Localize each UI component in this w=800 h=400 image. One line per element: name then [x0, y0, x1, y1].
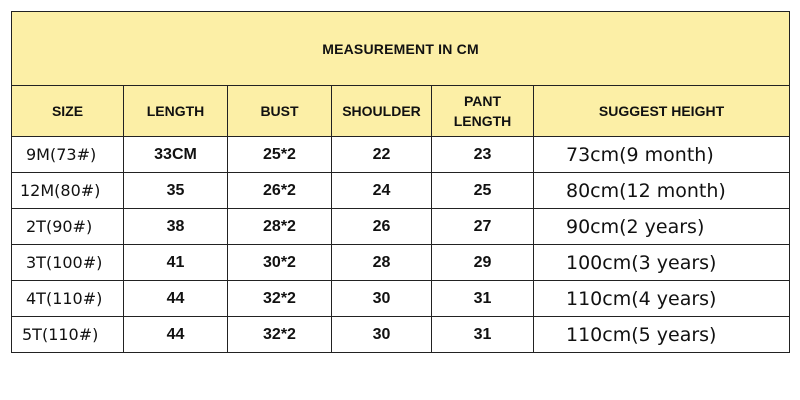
size-chart — [11, 11, 789, 353]
header-suggest-height: SUGGEST HEIGHT — [534, 86, 790, 137]
bust-cell: 32*2 — [228, 317, 332, 353]
title-row — [12, 12, 790, 86]
bust-cell: 30*2 — [228, 245, 332, 281]
pant-length-cell: 31 — [432, 317, 534, 353]
shoulder-cell: 26 — [332, 209, 432, 245]
header-row — [12, 86, 790, 137]
size-cell: 12M(80#) — [12, 173, 124, 209]
length-cell: 38 — [124, 209, 228, 245]
table-row — [12, 173, 790, 209]
size-cell: 3T(100#) — [12, 245, 124, 281]
header-pant-length: PANT LENGTH — [432, 86, 534, 137]
shoulder-cell: 30 — [332, 317, 432, 353]
pant-length-cell: 29 — [432, 245, 534, 281]
shoulder-cell: 24 — [332, 173, 432, 209]
length-cell: 44 — [124, 281, 228, 317]
size-cell: 9M(73#) — [12, 137, 124, 173]
suggest-height-cell: 73cm(9 month) — [534, 137, 790, 173]
header-size: SIZE — [12, 86, 124, 137]
length-cell: 41 — [124, 245, 228, 281]
length-cell: 33CM — [124, 137, 228, 173]
suggest-height-cell: 110cm(4 years) — [534, 281, 790, 317]
suggest-height-cell: 80cm(12 month) — [534, 173, 790, 209]
table-title: MEASUREMENT IN CM — [12, 12, 790, 86]
bust-cell: 26*2 — [228, 173, 332, 209]
length-cell: 44 — [124, 317, 228, 353]
pant-length-cell: 31 — [432, 281, 534, 317]
header-length: LENGTH — [124, 86, 228, 137]
pant-length-cell: 25 — [432, 173, 534, 209]
suggest-height-cell: 90cm(2 years) — [534, 209, 790, 245]
suggest-height-cell: 110cm(5 years) — [534, 317, 790, 353]
table-row — [12, 281, 790, 317]
header-shoulder: SHOULDER — [332, 86, 432, 137]
size-cell: 4T(110#) — [12, 281, 124, 317]
shoulder-cell: 22 — [332, 137, 432, 173]
table-row — [12, 245, 790, 281]
bust-cell: 25*2 — [228, 137, 332, 173]
suggest-height-cell: 100cm(3 years) — [534, 245, 790, 281]
table-row — [12, 317, 790, 353]
bust-cell: 28*2 — [228, 209, 332, 245]
measurement-table — [11, 11, 790, 353]
size-cell: 2T(90#) — [12, 209, 124, 245]
size-cell: 5T(110#) — [12, 317, 124, 353]
table-row — [12, 137, 790, 173]
bust-cell: 32*2 — [228, 281, 332, 317]
pant-length-cell: 23 — [432, 137, 534, 173]
shoulder-cell: 30 — [332, 281, 432, 317]
shoulder-cell: 28 — [332, 245, 432, 281]
table-row — [12, 209, 790, 245]
header-bust: BUST — [228, 86, 332, 137]
length-cell: 35 — [124, 173, 228, 209]
pant-length-cell: 27 — [432, 209, 534, 245]
